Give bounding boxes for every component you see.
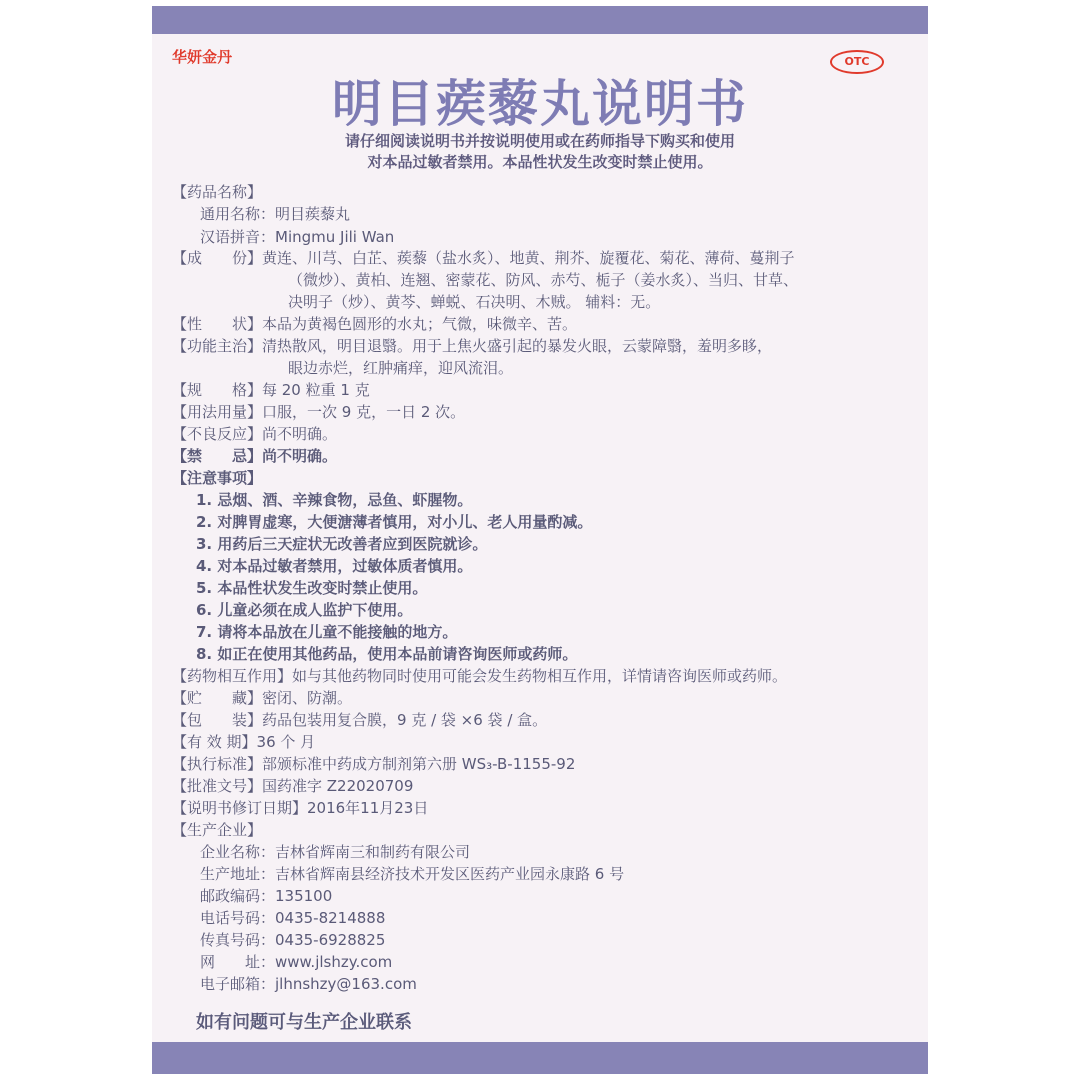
text-line: 【批准文号】国药准字 Z22020709 xyxy=(172,777,414,795)
text-line: （微炒）、黄柏、连翘、密蒙花、防风、赤芍、栀子（姜水炙）、当归、甘草、 xyxy=(288,271,799,289)
text-line: 【功能主治】清热散风，明目退翳。用于上焦火盛引起的暴发火眼，云蒙障翳，羞明多眵， xyxy=(172,337,773,355)
text-line: 【药物相互作用】如与其他药物同时使用可能会发生药物相互作用，详情请咨询医师或药师。 xyxy=(172,667,788,685)
text-line: 【成 份】黄连、川芎、白芷、蒺藜（盐水炙）、地黄、荆芥、旋覆花、菊花、薄荷、蔓荆子 xyxy=(172,249,795,267)
text-line: 传真号码：0435-6928825 xyxy=(200,931,386,949)
contact-footer: 如有问题可与生产企业联系 xyxy=(196,1012,412,1033)
text-line: 8. 如正在使用其他药品，使用本品前请咨询医师或药师。 xyxy=(196,645,578,663)
text-line: 6. 儿童必须在成人监护下使用。 xyxy=(196,601,413,619)
otc-badge: OTC xyxy=(830,50,884,74)
text-line: 企业名称：吉林省辉南三和制药有限公司 xyxy=(200,843,471,861)
text-line: 【药品名称】 xyxy=(172,183,263,201)
text-line: 通用名称：明目蒺藜丸 xyxy=(200,205,351,223)
text-line: 5. 本品性状发生改变时禁止使用。 xyxy=(196,579,428,597)
text-line: 【有 效 期】36 个 月 xyxy=(172,733,316,751)
text-line: 【禁 忌】尚不明确。 xyxy=(172,447,338,465)
text-line: 【包 装】药品包装用复合膜，9 克 / 袋 ×6 袋 / 盒。 xyxy=(172,711,548,729)
text-line: 邮政编码：135100 xyxy=(200,887,333,905)
text-line: 网 址：www.jlshzy.com xyxy=(200,953,393,971)
text-line: 决明子（炒）、黄芩、蝉蜕、石决明、木贼。 辅料：无。 xyxy=(288,293,661,311)
text-line: 【生产企业】 xyxy=(172,821,263,839)
text-line: 【不良反应】尚不明确。 xyxy=(172,425,338,443)
top-band xyxy=(152,6,928,34)
text-line: 【用法用量】口服，一次 9 克，一日 2 次。 xyxy=(172,403,466,421)
warning-line: 对本品过敏者禁用。本品性状发生改变时禁止使用。 xyxy=(367,153,713,171)
bottom-band xyxy=(152,1042,928,1074)
text-line: 【说明书修订日期】2016年11月23日 xyxy=(172,799,429,817)
warning-line: 请仔细阅读说明书并按说明使用或在药师指导下购买和使用 xyxy=(344,132,735,150)
text-line: 【注意事项】 xyxy=(172,469,263,487)
text-line: 1. 忌烟、酒、辛辣食物，忌鱼、虾腥物。 xyxy=(196,491,473,509)
text-line: 【性 状】本品为黄褐色圆形的水丸；气微，味微辛、苦。 xyxy=(172,315,578,333)
text-line: 电话号码：0435-8214888 xyxy=(200,909,386,927)
page-title: 明目蒺藜丸说明书 xyxy=(332,75,748,133)
text-line: 【规 格】每 20 粒重 1 克 xyxy=(172,381,370,399)
text-line: 2. 对脾胃虚寒，大便溏薄者慎用，对小儿、老人用量酌减。 xyxy=(196,513,593,531)
text-line: 7. 请将本品放在儿童不能接触的地方。 xyxy=(196,623,458,641)
text-line: 【贮 藏】密闭、防潮。 xyxy=(172,689,353,707)
text-line: 生产地址：吉林省辉南县经济技术开发区医药产业园永康路 6 号 xyxy=(200,865,625,883)
text-line: 4. 对本品过敏者禁用，过敏体质者慎用。 xyxy=(196,557,473,575)
text-line: 汉语拼音：Mingmu Jili Wan xyxy=(200,228,395,246)
text-line: 【执行标准】部颁标准中药成方制剂第六册 WS₃-B-1155-92 xyxy=(172,755,576,773)
text-line: 3. 用药后三天症状无改善者应到医院就诊。 xyxy=(196,535,488,553)
text-line: 电子邮箱：jlhnshzy@163.com xyxy=(200,975,417,993)
text-line: 眼边赤烂，红肿痛痒，迎风流泪。 xyxy=(288,359,514,377)
brand-logo: 华妍金丹 xyxy=(172,48,233,66)
leaflet-sheet xyxy=(152,6,928,1074)
